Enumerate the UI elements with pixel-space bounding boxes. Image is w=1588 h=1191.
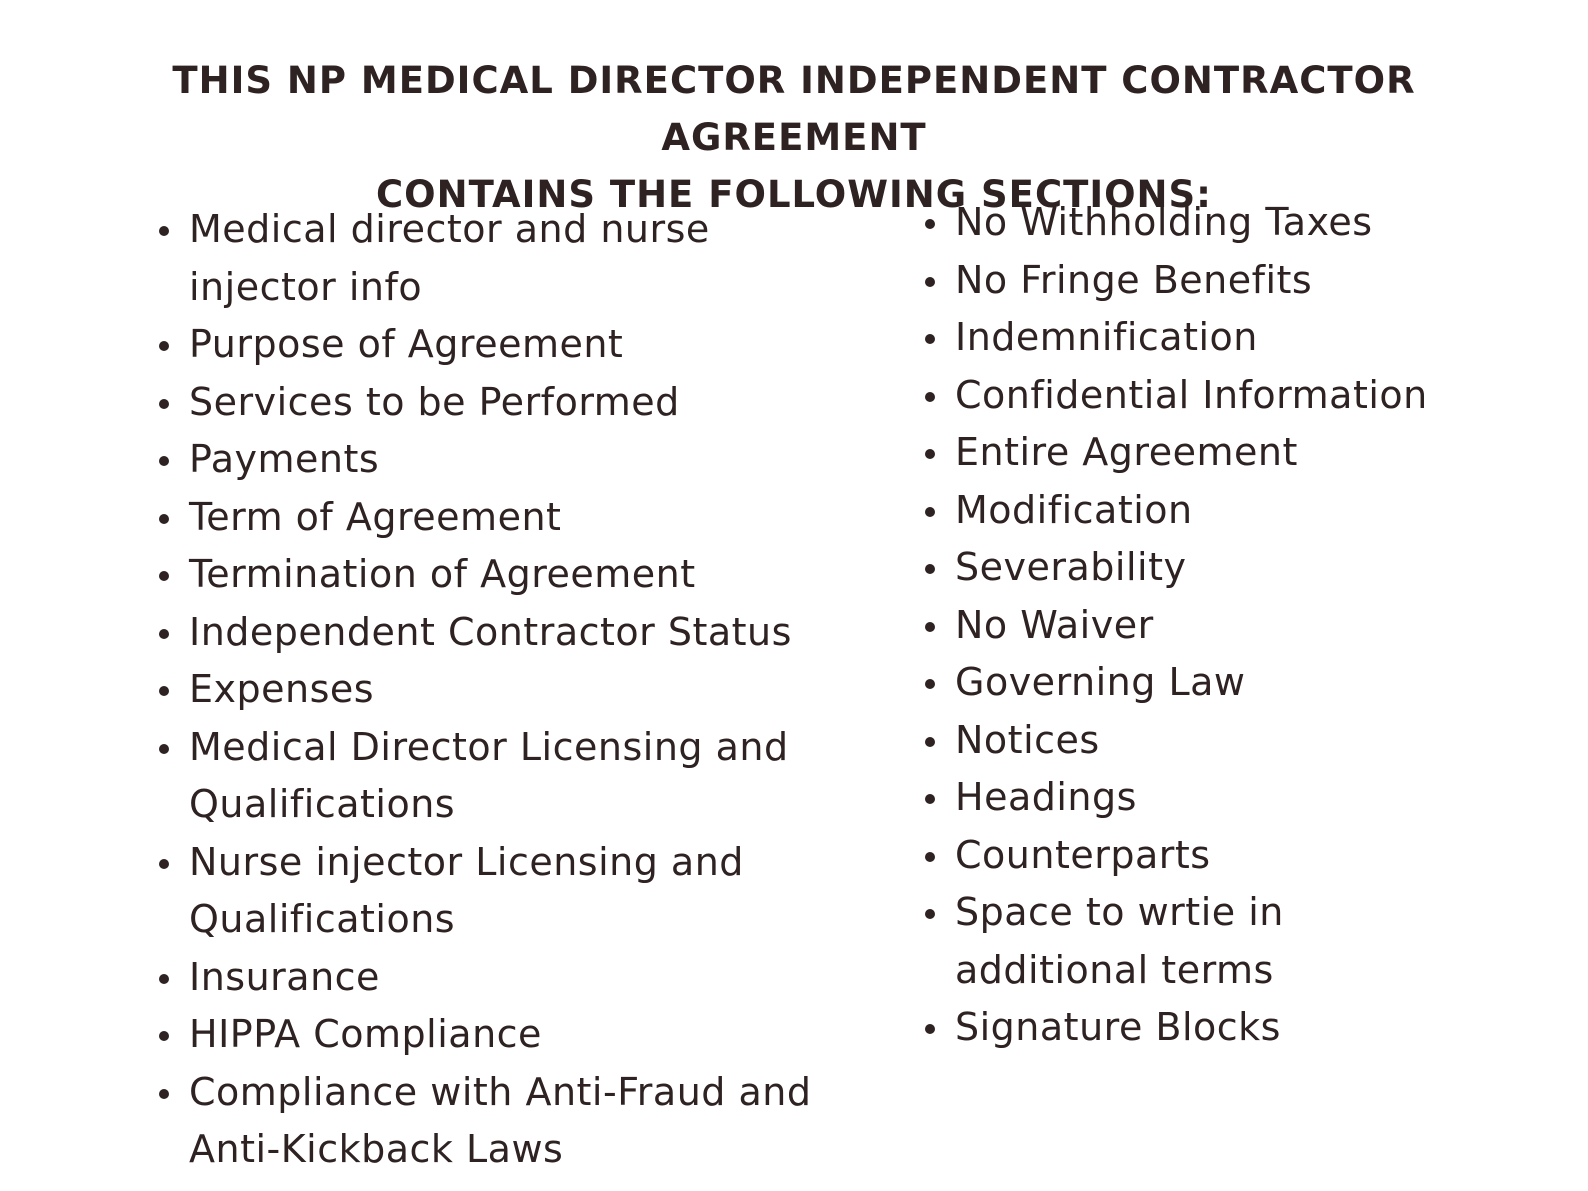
list-item-purpose: Purpose of Agreement (159, 316, 859, 374)
list-item-contractor-status: Independent Contractor Status (159, 604, 859, 662)
list-item-services: Services to be Performed (159, 374, 859, 432)
list-item-signature-blocks: Signature Blocks (925, 999, 1555, 1057)
list-item-payments: Payments (159, 431, 859, 489)
list-item-expenses: Expenses (159, 661, 859, 719)
list-item-withholding: No Withholding Taxes (925, 194, 1555, 252)
list-item-indemnification: Indemnification (925, 309, 1555, 367)
list-item-modification: Modification (925, 482, 1555, 540)
heading-line-2: CONTAINS THE FOLLOWING SECTIONS: (376, 173, 1212, 216)
list-item-no-waiver: No Waiver (925, 597, 1555, 655)
list-item-confidential: Confidential Information (925, 367, 1555, 425)
list-item-notices: Notices (925, 712, 1555, 770)
list-item-hipaa: HIPPA Compliance (159, 1006, 859, 1064)
list-item-fringe: No Fringe Benefits (925, 252, 1555, 310)
list-item-anti-fraud: Compliance with Anti-Fraud and Anti-Kickback Laws (159, 1064, 879, 1179)
sections-list-left (159, 201, 859, 1179)
heading-line-1: THIS NP MEDICAL DIRECTOR INDEPENDENT CONTRACTOR AGREEMENT (172, 59, 1416, 159)
list-item-md-licensing: Medical Director Licensing and Qualifications (159, 719, 849, 834)
list-item-governing-law: Governing Law (925, 654, 1555, 712)
list-item-headings: Headings (925, 769, 1555, 827)
list-item-term: Term of Agreement (159, 489, 859, 547)
list-item-entire-agreement: Entire Agreement (925, 424, 1555, 482)
list-item-termination: Termination of Agreement (159, 546, 859, 604)
list-item-severability: Severability (925, 539, 1555, 597)
list-item-counterparts: Counterparts (925, 827, 1555, 885)
sections-list-right (925, 194, 1555, 1057)
list-item-additional-terms: Space to wrtie in additional terms (925, 884, 1355, 999)
list-item-insurance: Insurance (159, 949, 859, 1007)
list-item-nurse-licensing: Nurse injector Licensing and Qualifications (159, 834, 799, 949)
list-item-medical-director-info: Medical director and nurse injector info (159, 201, 789, 316)
